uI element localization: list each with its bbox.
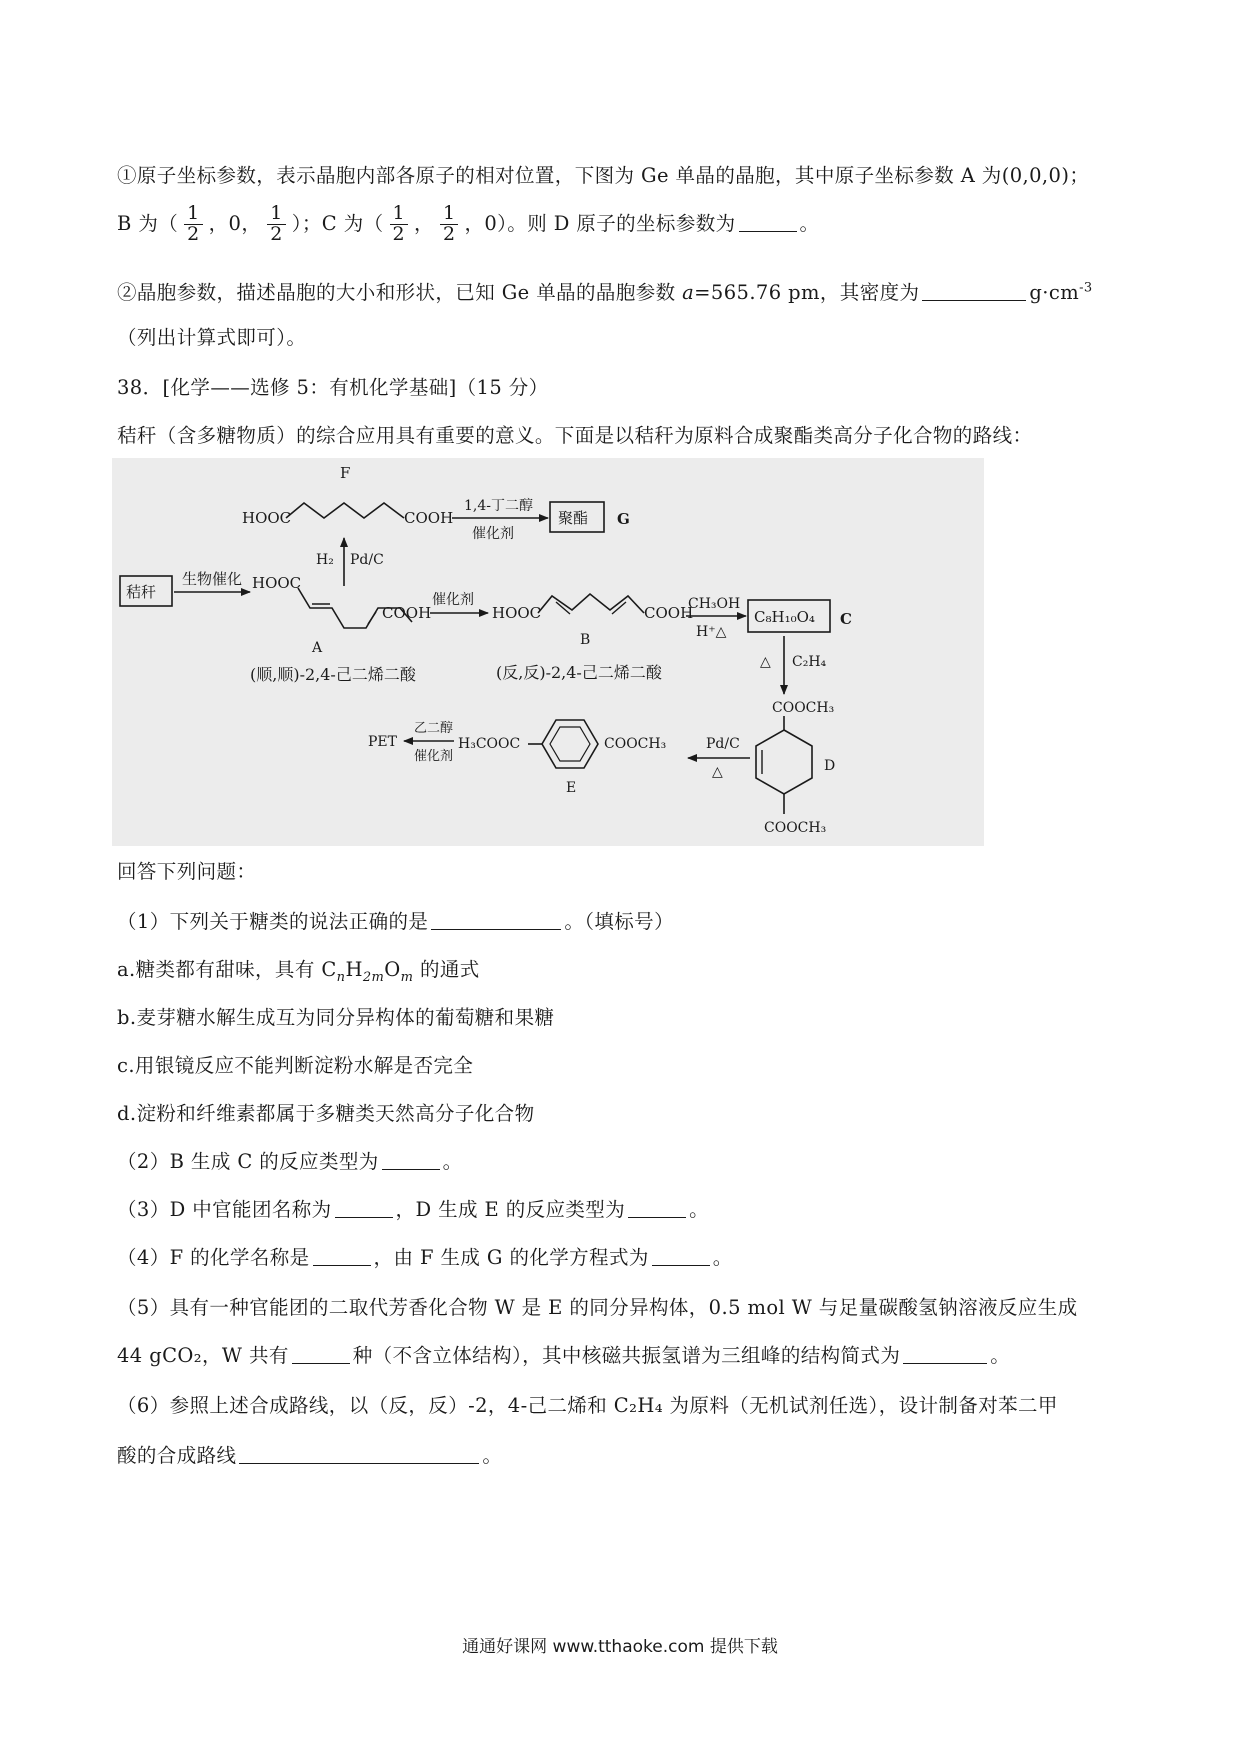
q38-title xyxy=(117,372,1127,400)
answer-blank-q4b[interactable] xyxy=(652,1264,710,1266)
optA-o: O xyxy=(384,958,401,981)
meoh: CH₃OH xyxy=(688,596,741,612)
q2-line xyxy=(117,1146,1127,1174)
line3-a: ②晶胞参数，描述晶胞的大小和形状，已知 Ge 单晶的晶胞参数 xyxy=(117,281,683,304)
A-db2 xyxy=(368,612,376,624)
q5a: （5）具有一种官能团的二取代芳香化合物 W 是 E 的同分异构体，0.5 mol W 与足量碳酸氢钠溶液反应生成 xyxy=(117,1296,1078,1319)
q4b: ，由 F 生成 G 的化学方程式为 xyxy=(373,1246,649,1269)
pdc: Pd/C xyxy=(350,552,384,568)
straw: 秸秆 xyxy=(126,583,157,601)
answer-intro-text: 回答下列问题： xyxy=(117,860,257,883)
c-mid: ， xyxy=(414,211,434,235)
B-hooc: HOOC xyxy=(492,604,542,622)
c-frac1 xyxy=(390,204,409,245)
c-frac2 xyxy=(440,204,459,245)
scheme-svg xyxy=(112,458,984,846)
q37-line1-text: ①原子坐标参数，表示晶胞内部各原子的相对位置，下图为 Ge 单晶的晶胞，其中原子坐标参数 A 为(0,0,0)； xyxy=(117,164,1090,187)
q6b: 酸的合成路线 xyxy=(117,1444,237,1467)
q4c: 。 xyxy=(712,1246,733,1269)
answer-blank-q1[interactable] xyxy=(431,928,561,930)
b-frac2 xyxy=(267,204,286,245)
E-h3cooc: H₃COOC xyxy=(458,736,521,752)
frac-den: 2 xyxy=(187,222,200,245)
delta: △ xyxy=(760,654,771,670)
opt-b xyxy=(117,1002,1127,1030)
frac-num: 1 xyxy=(267,204,286,225)
q38-title-text: 38．[化学——选修 5：有机化学基础]（15 分） xyxy=(117,376,549,399)
A-name: (顺,顺)-2,4-己二烯二酸 xyxy=(250,665,416,684)
frac-num: 1 xyxy=(184,204,203,225)
bio: 生物催化 xyxy=(182,570,243,588)
q5c: 种（不含立体结构），其中核磁共振氢谱为三组峰的结构简式为 xyxy=(352,1344,901,1367)
line4-text: （列出计算式即可）。 xyxy=(117,326,307,349)
answer-blank-q2[interactable] xyxy=(382,1168,440,1170)
h2: H₂ xyxy=(316,552,334,568)
synthesis-scheme xyxy=(112,458,984,846)
q6-line2 xyxy=(117,1440,1127,1468)
answer-blank-q6[interactable] xyxy=(239,1462,479,1464)
answer-blank-q3a[interactable] xyxy=(335,1216,393,1218)
B-cooh: COOH xyxy=(644,604,694,622)
F-hooc: HOOC xyxy=(242,509,292,527)
optA-pre: a.糖类都有甜味，具有 C xyxy=(117,958,337,981)
E-cooch3: COOCH₃ xyxy=(604,736,667,752)
D-ring xyxy=(756,730,812,794)
q37-line4 xyxy=(117,322,1127,350)
delta2: △ xyxy=(712,764,723,780)
glycol: 乙二醇 xyxy=(414,721,454,736)
q4a: （4）F 的化学名称是 xyxy=(117,1246,310,1269)
line3-b: =565.76 pm，其密度为 xyxy=(694,281,920,304)
c2h4: C₂H₄ xyxy=(792,654,827,670)
answer-blank-d[interactable] xyxy=(739,230,797,232)
frac-num: 1 xyxy=(440,204,459,225)
answer-intro xyxy=(117,856,1127,884)
b-prefix: B 为（ xyxy=(117,211,179,235)
polyester: 聚酯 xyxy=(558,509,589,527)
optA-post: 的通式 xyxy=(413,958,480,981)
optB-text: b.麦芽糖水解生成互为同分异构体的葡萄糖和果糖 xyxy=(117,1006,555,1029)
cat3: 催化剂 xyxy=(414,749,454,764)
answer-blank-q3b[interactable] xyxy=(628,1216,686,1218)
q1a: （1）下列关于糖类的说法正确的是 xyxy=(117,910,429,933)
A-hooc: HOOC xyxy=(252,574,302,592)
optA-m: m xyxy=(400,969,414,985)
optC-text: c.用银镜反应不能判断淀粉水解是否完全 xyxy=(117,1054,474,1077)
optA-h: H xyxy=(345,958,363,981)
q37-line2 xyxy=(117,204,1127,245)
q38-intro-text: 秸秆（含多糖物质）的综合应用具有重要的意义。下面是以秸秆为原料合成聚酯类高分子化合物的路线： xyxy=(117,424,1033,447)
q38-intro xyxy=(117,420,1127,448)
c-prefix: ）；C 为（ xyxy=(291,211,384,235)
frac-den: 2 xyxy=(270,222,283,245)
E-ring-inner xyxy=(550,727,590,761)
label-D: D xyxy=(824,758,836,774)
q5d: 。 xyxy=(990,1344,1011,1367)
q3a: （3）D 中官能团名称为 xyxy=(117,1198,332,1221)
end-mark: 。 xyxy=(799,211,820,235)
label-F: F xyxy=(340,464,351,482)
q5b: 44 gCO₂，W 共有 xyxy=(117,1344,289,1367)
b-frac1 xyxy=(184,204,203,245)
label-B: B xyxy=(580,632,591,648)
answer-blank-q5a[interactable] xyxy=(292,1362,350,1364)
F-chain xyxy=(286,503,404,518)
c-suffix: ，0）。则 D 原子的坐标参数为 xyxy=(464,211,736,235)
q6c: 。 xyxy=(482,1444,503,1467)
q37-line3 xyxy=(117,277,1127,305)
q37-line1 xyxy=(117,160,1127,188)
butanediol: 1,4-丁二醇 xyxy=(464,498,533,514)
answer-blank-q4a[interactable] xyxy=(313,1264,371,1266)
opt-c xyxy=(117,1050,1127,1078)
footer xyxy=(0,1632,1240,1657)
pet: PET xyxy=(368,734,397,750)
cat2: 催化剂 xyxy=(472,526,514,542)
q2a: （2）B 生成 C 的反应类型为 xyxy=(117,1150,379,1173)
label-C: C xyxy=(840,610,852,628)
F-cooh: COOH xyxy=(404,509,454,527)
b-mid: ，0， xyxy=(208,211,262,235)
line3-var: a xyxy=(682,281,695,304)
opt-a xyxy=(117,954,1127,985)
unit-exp: -3 xyxy=(1079,280,1093,296)
D-bottom-cooch3: COOCH₃ xyxy=(764,820,827,836)
label-G: G xyxy=(617,510,630,528)
C-formula: C₈H₁₀O₄ xyxy=(754,608,815,626)
answer-blank-q5b[interactable] xyxy=(903,1362,987,1364)
optD-text: d.淀粉和纤维素都属于多糖类天然高分子化合物 xyxy=(117,1102,535,1125)
unit: g·cm xyxy=(1029,281,1080,304)
footer-text: 通通好课网 www.tthaoke.com 提供下载 xyxy=(462,1637,778,1657)
q3b: ，D 生成 E 的反应类型为 xyxy=(395,1198,626,1221)
q4-line xyxy=(117,1242,1127,1270)
answer-blank-density[interactable] xyxy=(922,299,1026,301)
opt-d xyxy=(117,1098,1127,1126)
optA-n: n xyxy=(336,969,346,985)
B-name: (反,反)-2,4-己二烯二酸 xyxy=(496,663,662,682)
cat1: 催化剂 xyxy=(432,592,474,608)
q5-line2 xyxy=(117,1340,1127,1368)
q1-line xyxy=(117,906,1127,934)
optA-2m: 2m xyxy=(362,969,385,985)
D-top-cooch3: COOCH₃ xyxy=(772,700,835,716)
frac-num: 1 xyxy=(390,204,409,225)
pdc2: Pd/C xyxy=(706,736,740,752)
q6a: （6）参照上述合成路线，以（反，反）-2，4-己二烯和 C₂H₄ 为原料（无机试剂任选），设计制备对苯二甲 xyxy=(117,1394,1058,1417)
A-cooh: COOH xyxy=(382,604,432,622)
q5-line1 xyxy=(117,1292,1127,1320)
q3-line xyxy=(117,1194,1127,1222)
frac-den: 2 xyxy=(392,222,406,245)
q2b: 。 xyxy=(442,1150,463,1173)
q3c: 。 xyxy=(689,1198,710,1221)
frac-den: 2 xyxy=(442,222,456,245)
label-A: A xyxy=(312,640,323,656)
q1b: 。（填标号） xyxy=(564,910,674,933)
B-chain xyxy=(538,594,644,613)
hplus: H⁺△ xyxy=(696,624,727,640)
label-E: E xyxy=(566,780,577,796)
q6-line1 xyxy=(117,1390,1127,1418)
